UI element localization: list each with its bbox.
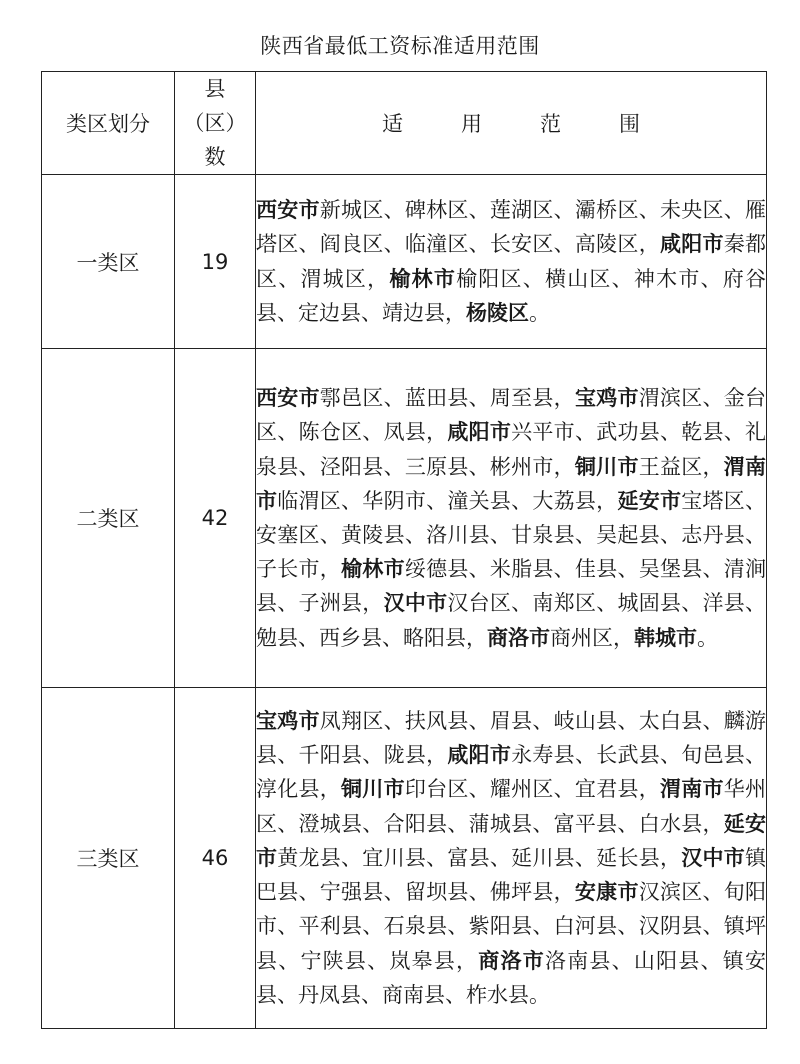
city-name: 杨陵区: [466, 300, 529, 325]
city-name: 韩城市: [634, 625, 697, 650]
table-row: [42, 175, 767, 349]
district-list: 永寿县、长武县、旬邑县、淳化县，: [256, 743, 767, 802]
city-name: 渭南市: [256, 454, 767, 513]
district-list: 宝塔区、安塞区、黄陵县、洛川县、甘泉县、吴起县、志丹县、子长市，: [256, 488, 767, 582]
header-count-line: （区）: [183, 111, 247, 135]
city-name: 安康市: [574, 880, 639, 905]
city-name: 宝鸡市: [256, 709, 320, 734]
city-name: 铜川市: [574, 454, 639, 479]
district-list: 汉台区、南郑区、城固县、洋县、勉县、西乡县、略阳县，: [256, 591, 767, 650]
row-count: 19: [175, 175, 256, 349]
city-name: 西安市: [256, 386, 320, 411]
city-name: 咸阳市: [447, 420, 512, 445]
district-list: 凤翔区、扶风县、眉县、岐山县、太白县、麟游县、千阳县、陇县，: [256, 709, 767, 768]
header-range: [256, 72, 767, 175]
row-category: 三类区: [42, 688, 175, 1029]
city-name: 延安市: [617, 488, 682, 513]
header-range-char: 用: [461, 112, 482, 136]
city-name: 宝鸡市: [574, 386, 639, 411]
header-count-line: 县: [204, 77, 226, 101]
document-title: 陕西省最低工资标准适用范围: [260, 34, 540, 58]
city-name: 铜川市: [341, 777, 405, 802]
district-list: 印台区、耀州区、宜君县，: [404, 777, 660, 802]
district-list: 。: [697, 625, 718, 650]
city-name: 咸阳市: [447, 743, 512, 768]
district-list: 临渭区、华阴市、潼关县、大荔县，: [277, 488, 618, 513]
header-row: [42, 72, 767, 175]
table-row: [42, 349, 767, 688]
city-name: 汉中市: [383, 591, 448, 616]
city-name: 商洛市: [487, 625, 550, 650]
header-range-char: 围: [619, 112, 640, 136]
city-name: 商洛市: [478, 948, 545, 973]
city-name: 榆林市: [341, 557, 405, 582]
district-list: 绥德县、米脂县、佳县、吴堡县、清涧县、子洲县，: [256, 557, 767, 616]
district-list: 王益区，: [638, 454, 724, 479]
district-list: 新城区、碑林区、莲湖区、灞桥区、未央区、雁塔区、阎良区、临潼区、长安区、高陵区，: [256, 198, 767, 257]
district-list: 。: [529, 300, 550, 325]
city-name: 汉中市: [681, 845, 746, 870]
row-category: 一类区: [42, 175, 175, 349]
table-row: [42, 688, 767, 1029]
row-count: 46: [175, 688, 256, 1029]
row-range: [256, 349, 767, 688]
row-category: 二类区: [42, 349, 175, 688]
district-list: 洛南县、山阳县、镇安县、丹凤县、商南县、柞水县。: [256, 948, 767, 1007]
header-range-char: 范: [540, 112, 561, 136]
wage-range-table: [41, 71, 767, 1029]
header-category: 类区划分: [42, 72, 175, 175]
district-list: 鄠邑区、蓝田县、周至县，: [319, 386, 575, 411]
header-count: [175, 72, 256, 175]
city-name: 渭南市: [659, 777, 724, 802]
city-name: 咸阳市: [659, 232, 724, 257]
district-list: 汉滨区、旬阳市、平利县、石泉县、紫阳县、白河县、汉阴县、镇坪县、宁陕县、岚皋县，: [256, 880, 767, 973]
header-count-line: 数: [204, 145, 226, 169]
district-list: 渭滨区、金台区、陈仓区、凤县，: [256, 386, 767, 445]
row-count: 42: [175, 349, 256, 688]
row-range: [256, 175, 767, 349]
row-range: [256, 688, 767, 1029]
district-list: 镇巴县、宁强县、留坝县、佛坪县，: [256, 845, 767, 905]
city-name: 延安市: [256, 811, 767, 870]
district-list: 华州区、澄城县、合阳县、蒲城县、富平县、白水县，: [256, 777, 767, 836]
city-name: 西安市: [256, 198, 320, 223]
district-list: 秦都区、渭城区，: [256, 232, 767, 291]
city-name: 榆林市: [389, 266, 457, 291]
district-list: 榆阳区、横山区、神木市、府谷县、定边县、靖边县，: [256, 266, 767, 325]
district-list: 黄龙县、宜川县、富县、延川县、延长县，: [277, 845, 682, 870]
header-range-char: 适: [382, 112, 403, 136]
district-list: 商州区，: [550, 625, 634, 650]
district-list: 兴平市、武功县、乾县、礼泉县、泾阳县、三原县、彬州市，: [256, 420, 767, 479]
